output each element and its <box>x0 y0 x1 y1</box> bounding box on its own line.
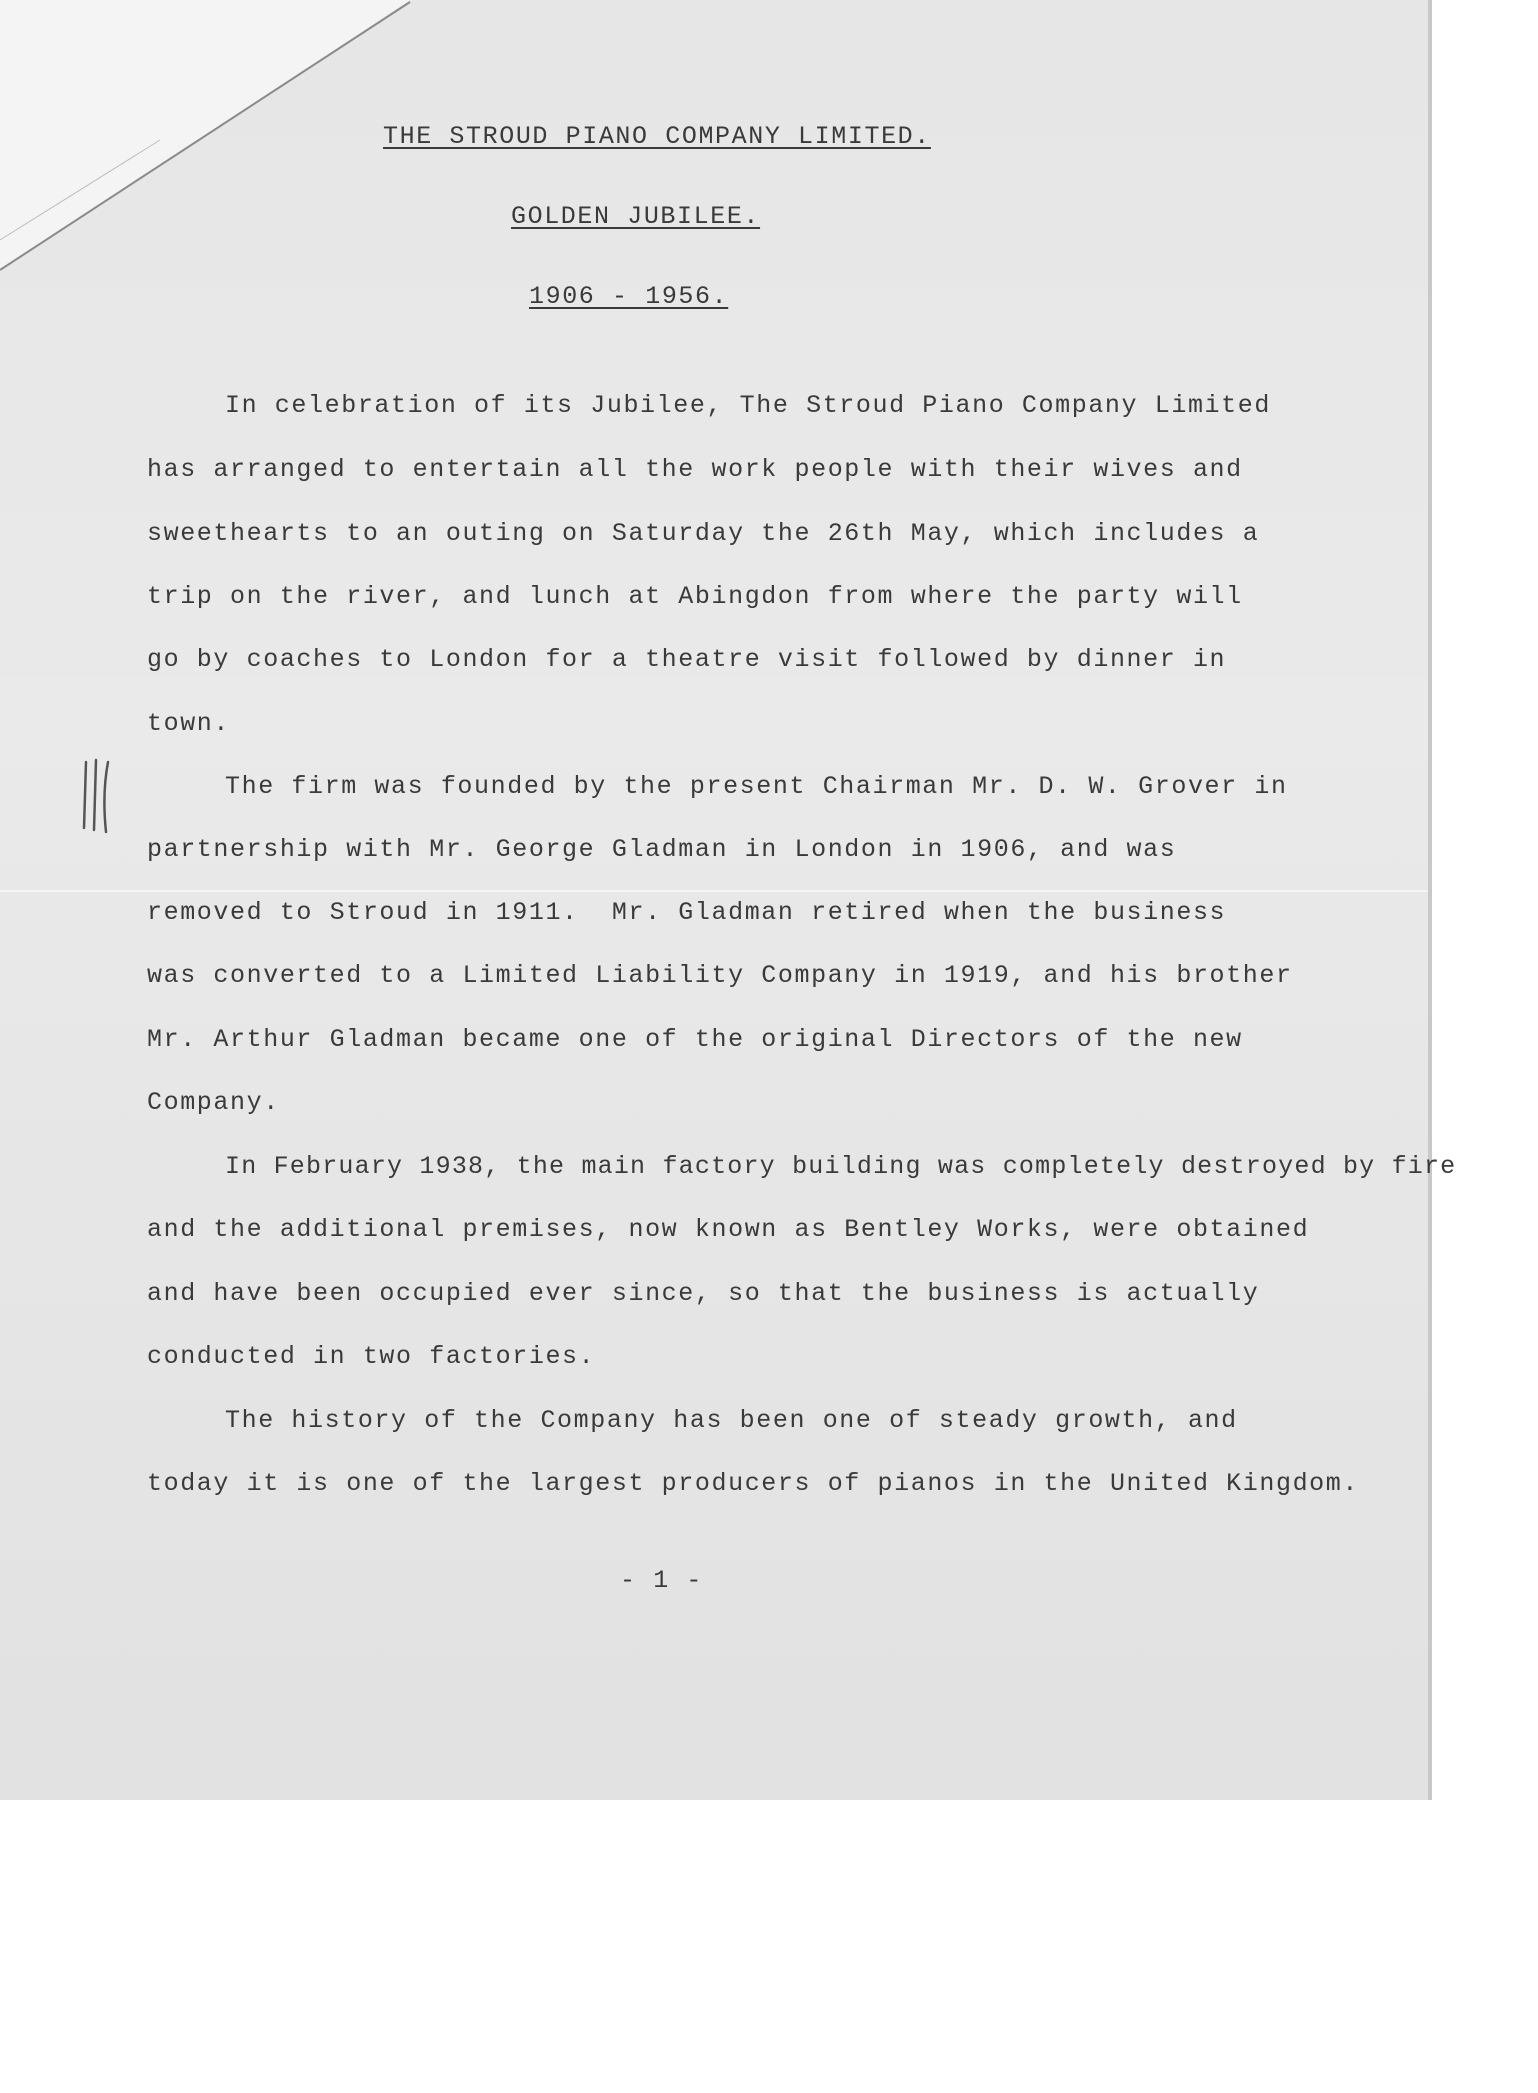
body-line: In celebration of its Jubilee, The Stroud Piano Company Limited <box>225 391 1271 420</box>
handwritten-margin-mark <box>78 758 128 838</box>
body-line: removed to Stroud in 1911. Mr. Gladman retired when the business <box>147 898 1227 927</box>
page-number: - 1 - <box>620 1566 704 1595</box>
body-line: town. <box>147 709 231 738</box>
body-line: Mr. Arthur Gladman became one of the original Directors of the new <box>147 1025 1243 1054</box>
body-line: and have been occupied ever since, so that the business is actually <box>147 1279 1260 1308</box>
fold-crease <box>0 890 1432 892</box>
body-line: trip on the river, and lunch at Abingdon from where the party will <box>147 582 1243 611</box>
heading-company: THE STROUD PIANO COMPANY LIMITED. <box>383 122 931 151</box>
body-line: In February 1938, the main factory building was completely destroyed by fire <box>225 1152 1457 1181</box>
body-line: today it is one of the largest producers of pianos in the United Kingdom. <box>147 1469 1359 1498</box>
body-line: go by coaches to London for a theatre visit followed by dinner in <box>147 645 1227 674</box>
body-line: was converted to a Limited Liability Company in 1919, and his brother <box>147 961 1293 990</box>
body-line: Company. <box>147 1088 280 1117</box>
body-line: sweethearts to an outing on Saturday the 26th May, which includes a <box>147 519 1260 548</box>
body-line: conducted in two factories. <box>147 1342 596 1371</box>
body-line: The firm was founded by the present Chairman Mr. D. W. Grover in <box>225 772 1288 801</box>
heading-event: GOLDEN JUBILEE. <box>511 202 761 231</box>
body-line: partnership with Mr. George Gladman in London in 1906, and was <box>147 835 1177 864</box>
heading-years: 1906 - 1956. <box>529 282 729 311</box>
body-line: and the additional premises, now known as Bentley Works, were obtained <box>147 1215 1310 1244</box>
body-line: The history of the Company has been one of steady growth, and <box>225 1406 1238 1435</box>
folded-corner <box>0 0 420 280</box>
body-line: has arranged to entertain all the work people with their wives and <box>147 455 1243 484</box>
sheet-edge <box>1428 0 1432 1800</box>
